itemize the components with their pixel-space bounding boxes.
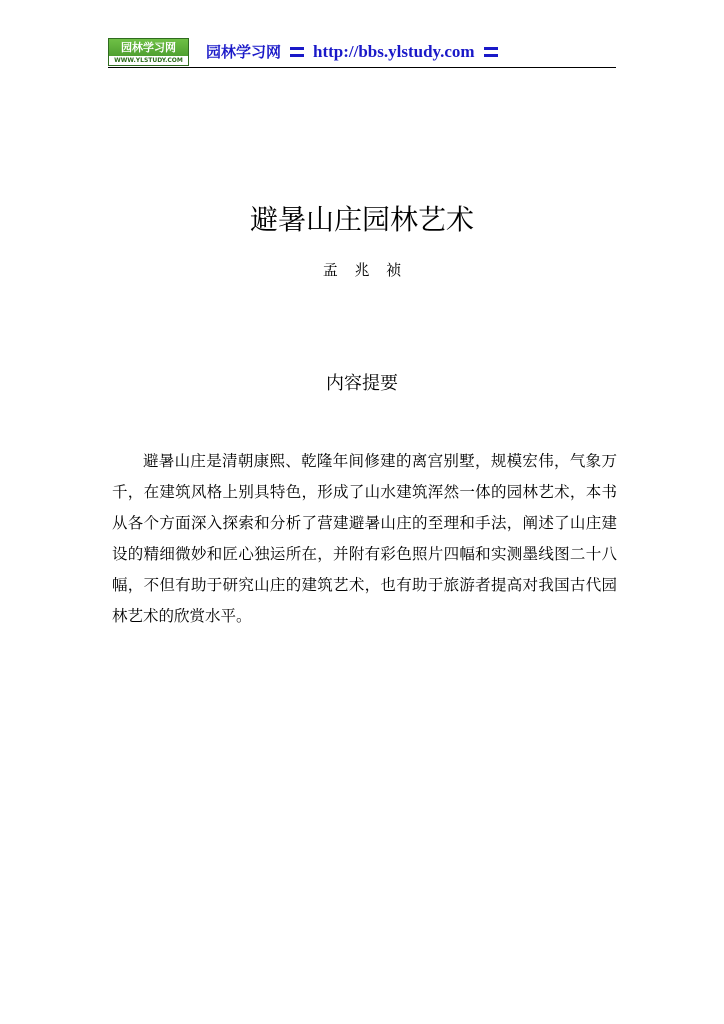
- site-logo: [108, 38, 189, 66]
- site-name: 园林学习网: [206, 43, 282, 61]
- header-rule: [108, 67, 616, 68]
- abstract-heading: 内容提要: [326, 373, 398, 394]
- logo-text-bottom: WWW.YLSTUDY.COM: [109, 56, 188, 65]
- document-title: 避暑山庄园林艺术: [249, 203, 474, 236]
- separator-icon: [484, 47, 498, 57]
- separator-icon: [290, 47, 304, 57]
- page-header: [108, 36, 616, 68]
- header-text: [206, 41, 507, 63]
- abstract-paragraph: 避暑山庄是清朝康熙、乾隆年间修建的离宫别墅，规模宏伟，气象万千，在建筑风格上别具特色，形成了山水建筑浑然一体的园林艺术，本书从各个方面深入探索和分析了营建避暑山庄的至理和手法，阐述了山庄建设的精细微妙和匠心独运所在，并附有彩色照片四幅和实测墨线图二十八幅，不但有助于研究山庄的建筑艺术，也有助于旅游者提高对我国古代园林艺术的欣赏水平。: [112, 452, 617, 625]
- logo-text-top: 园林学习网: [121, 41, 176, 54]
- document-author: 孟 兆 祯: [322, 261, 408, 279]
- site-url-link[interactable]: http://bbs.ylstudy.com: [313, 42, 475, 61]
